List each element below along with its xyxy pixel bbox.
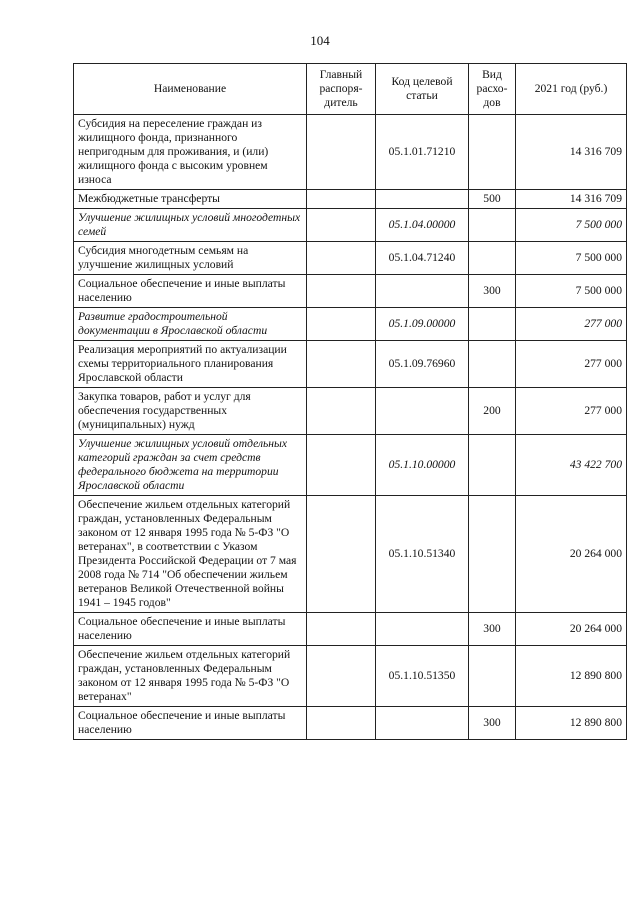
- table-row: [74, 190, 627, 209]
- row-target-code-cell: [376, 275, 469, 308]
- row-manager-cell: [307, 115, 376, 190]
- row-name-cell: Социальное обеспечение и иные выплаты населению: [74, 707, 307, 740]
- row-manager-cell: [307, 190, 376, 209]
- table-header-row: [74, 64, 627, 115]
- row-expense-type-cell: [469, 115, 516, 190]
- row-manager-cell: [307, 242, 376, 275]
- row-manager-cell: [307, 707, 376, 740]
- row-expense-type-cell: 300: [469, 275, 516, 308]
- row-expense-type-cell: 200: [469, 388, 516, 435]
- table-row: [74, 242, 627, 275]
- row-name-cell: Закупка товаров, работ и услуг для обеспечения государственных (муниципальных) нужд: [74, 388, 307, 435]
- row-target-code-cell: 05.1.04.00000: [376, 209, 469, 242]
- row-name-cell: Реализация мероприятий по актуализации схемы территориального планирования Ярославской области: [74, 341, 307, 388]
- row-manager-cell: [307, 341, 376, 388]
- row-manager-cell: [307, 435, 376, 496]
- row-expense-type-cell: [469, 308, 516, 341]
- row-name-cell: Субсидия на переселение граждан из жилищного фонда, признанного непригодным для проживания, и (или) жилищного фонда с высоким уровнем износа: [74, 115, 307, 190]
- row-name-cell: Улучшение жилищных условий отдельных категорий граждан за счет средств федерального бюджета на территории Ярославской области: [74, 435, 307, 496]
- budget-table: [73, 63, 627, 740]
- row-manager-cell: [307, 613, 376, 646]
- row-name-cell: Социальное обеспечение и иные выплаты населению: [74, 275, 307, 308]
- row-target-code-cell: 05.1.10.00000: [376, 435, 469, 496]
- row-name-cell: Межбюджетные трансферты: [74, 190, 307, 209]
- row-expense-type-cell: 500: [469, 190, 516, 209]
- row-target-code-cell: 05.1.04.71240: [376, 242, 469, 275]
- row-name-cell: Социальное обеспечение и иные выплаты населению: [74, 613, 307, 646]
- row-manager-cell: [307, 308, 376, 341]
- row-target-code-cell: 05.1.09.76960: [376, 341, 469, 388]
- row-expense-type-cell: [469, 435, 516, 496]
- row-name-cell: Развитие градостроительной документации в Ярославской области: [74, 308, 307, 341]
- row-amount-cell: 7 500 000: [516, 209, 627, 242]
- row-amount-cell: 277 000: [516, 341, 627, 388]
- row-manager-cell: [307, 275, 376, 308]
- row-expense-type-cell: 300: [469, 707, 516, 740]
- row-amount-cell: 20 264 000: [516, 613, 627, 646]
- header-year-amount: 2021 год (руб.): [516, 64, 627, 115]
- row-target-code-cell: [376, 707, 469, 740]
- header-expense-type: Вид расхо-дов: [469, 64, 516, 115]
- table-row: [74, 388, 627, 435]
- row-name-cell: Обеспечение жильем отдельных категорий граждан, установленных Федеральным законом от 12 января 1995 года № 5-ФЗ "О ветеранах", в соответствии с Указом Президента Российской Федерации от 7 мая 2008 года № 714 "Об обеспечении жильем ветеранов Великой Отечественной войны 1941 – 1945 годов": [74, 496, 307, 613]
- row-manager-cell: [307, 388, 376, 435]
- row-amount-cell: 7 500 000: [516, 275, 627, 308]
- table-row: [74, 275, 627, 308]
- row-amount-cell: 7 500 000: [516, 242, 627, 275]
- row-expense-type-cell: [469, 209, 516, 242]
- row-manager-cell: [307, 646, 376, 707]
- row-target-code-cell: 05.1.10.51350: [376, 646, 469, 707]
- row-amount-cell: 277 000: [516, 308, 627, 341]
- row-target-code-cell: 05.1.01.71210: [376, 115, 469, 190]
- row-name-cell: Обеспечение жильем отдельных категорий граждан, установленных Федеральным законом от 12 января 1995 года № 5-ФЗ "О ветеранах": [74, 646, 307, 707]
- header-target-code: Код целевой статьи: [376, 64, 469, 115]
- row-target-code-cell: 05.1.09.00000: [376, 308, 469, 341]
- table-row: [74, 496, 627, 613]
- row-target-code-cell: [376, 613, 469, 646]
- row-expense-type-cell: 300: [469, 613, 516, 646]
- header-main-manager: Главный распоря-дитель: [307, 64, 376, 115]
- row-amount-cell: 12 890 800: [516, 707, 627, 740]
- row-amount-cell: 43 422 700: [516, 435, 627, 496]
- table-row: [74, 209, 627, 242]
- row-amount-cell: 277 000: [516, 388, 627, 435]
- table-row: [74, 646, 627, 707]
- table-row: [74, 613, 627, 646]
- row-amount-cell: 14 316 709: [516, 115, 627, 190]
- row-target-code-cell: 05.1.10.51340: [376, 496, 469, 613]
- row-manager-cell: [307, 209, 376, 242]
- row-amount-cell: 14 316 709: [516, 190, 627, 209]
- row-amount-cell: 12 890 800: [516, 646, 627, 707]
- row-target-code-cell: [376, 388, 469, 435]
- row-name-cell: Субсидия многодетным семьям на улучшение жилищных условий: [74, 242, 307, 275]
- table-row: [74, 308, 627, 341]
- table-row: [74, 435, 627, 496]
- row-amount-cell: 20 264 000: [516, 496, 627, 613]
- row-manager-cell: [307, 496, 376, 613]
- row-expense-type-cell: [469, 341, 516, 388]
- row-expense-type-cell: [469, 496, 516, 613]
- row-target-code-cell: [376, 190, 469, 209]
- row-name-cell: Улучшение жилищных условий многодетных семей: [74, 209, 307, 242]
- row-expense-type-cell: [469, 646, 516, 707]
- page-number: 104: [310, 33, 330, 48]
- table-row: [74, 707, 627, 740]
- table-row: [74, 115, 627, 190]
- header-name: Наименование: [74, 64, 307, 115]
- row-expense-type-cell: [469, 242, 516, 275]
- table-row: [74, 341, 627, 388]
